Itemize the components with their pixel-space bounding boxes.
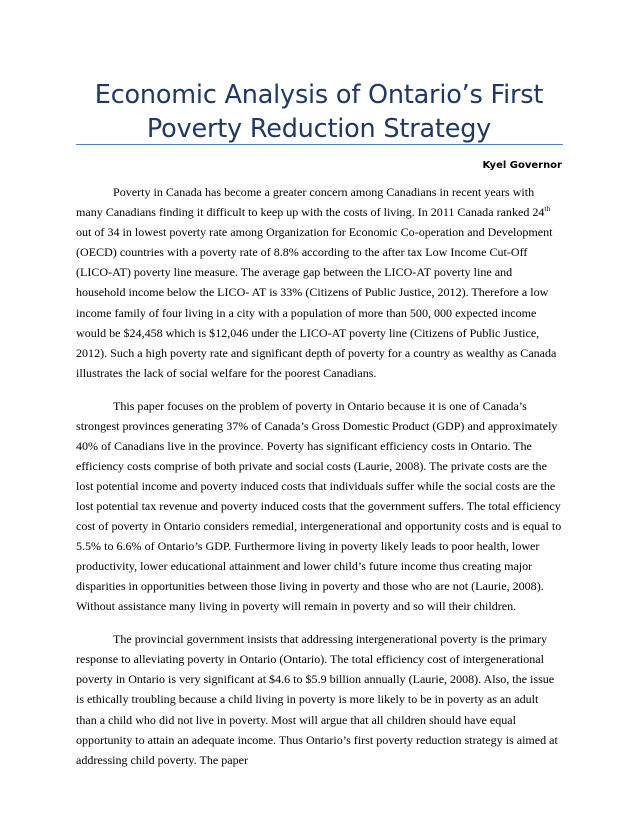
p3-line-4: troubling because a child living in poverty is more likely to be in poverty as an adult than a child who did xyxy=(76,692,539,727)
p1-line-8: LICO-AT poverty line (Citizens of Public Justice, 2012). Such a high poverty rate and significant depth xyxy=(76,325,540,360)
p2-line-7: considers remedial, intergenerational and opportunity costs and is equal to 5.5% to 6.6% of Ontario’s xyxy=(76,519,562,554)
p1-line-1: Poverty in Canada has become a greater concern among Canadians in recent years with many xyxy=(76,185,535,220)
title-underline xyxy=(76,144,563,145)
p2-line-8: GDP. Furthermore living in poverty likely leads to poor health, lower productivity, lower educational xyxy=(76,539,540,574)
p2-line-5: and poverty induced costs that individuals suffer while the social costs are the lost potential tax revenue xyxy=(76,478,556,513)
p1-line-10: Canadians. xyxy=(323,365,377,380)
p1-line-6: AT is 33% (Citizens of Public Justice, 2012). Therefore a low income family of four living in a city with xyxy=(76,285,549,320)
p2-line-2: provinces generating 37% of Canada’s Gross Domestic Product (GDP) and approximately 40% of xyxy=(76,418,558,453)
p1-line-2-end: out of 34 in xyxy=(76,225,132,240)
paragraph-1 xyxy=(76,182,562,383)
p1-line-5: measure. The average gap between the LICO-AT poverty line and household income below the LICO- xyxy=(76,265,513,300)
p3-line-3: in Ontario is very significant at $4.6 to $5.9 billion annually (Laurie, 2008). Also, the issue is ethically xyxy=(76,672,555,707)
document-title: Economic Analysis of Ontario’s First Poverty Reduction Strategy xyxy=(94,80,544,144)
p2-line-10: living in poverty and those who are not (Laurie, 2008). Without assistance many living in poverty will xyxy=(76,579,544,614)
p1-line-7: a population of more than 500, 000 expected income would be $24,458 which is $12,046 under the xyxy=(76,305,537,340)
p1-line-3: lowest poverty rate among Organization for Economic Co-operation and Development (OECD) countries xyxy=(76,225,553,260)
p3-line-6: income. Thus Ontario’s first poverty reduction strategy is aimed at addressing child poverty. The paper xyxy=(76,732,558,767)
p1-line-2: Canadians finding it difficult to keep up with the costs of living. In 2011 Canada ranked 24 xyxy=(105,205,545,220)
author-name: Kyel Governor xyxy=(482,160,562,171)
p2-line-4: comprise of both private and social costs (Laurie, 2008). The private costs are the lost potential income xyxy=(76,458,547,493)
p2-line-11: remain in poverty and so will their children. xyxy=(304,599,517,614)
p1-line-9: of poverty for a country as wealthy as Canada illustrates the lack of social welfare for the poorest xyxy=(76,345,557,380)
p3-line-1: The provincial government insists that addressing intergenerational poverty is the primary xyxy=(113,632,548,647)
p3-line-5: not live in poverty. Most will argue that all children should have equal opportunity to attain an adequate xyxy=(76,712,516,747)
p2-line-9: attainment and lower child’s future income thus creating major disparities in opportunities between those xyxy=(76,559,533,594)
paragraph-2 xyxy=(76,396,562,617)
p2-line-1: This paper focuses on the problem of poverty in Ontario because it is one of Canada’s strongest xyxy=(76,398,527,433)
p2-line-3: Canadians live in the province. Poverty has significant efficiency costs in Ontario. The efficiency costs xyxy=(76,438,532,473)
paragraph-3 xyxy=(76,629,562,770)
document-body xyxy=(76,182,562,782)
p1-line-4: with a poverty rate of 8.8% according to the after tax Low Income Cut-Off (LICO-AT) poverty line xyxy=(76,245,528,280)
ordinal-superscript: th xyxy=(544,204,551,214)
p2-line-6: and poverty induced costs that the government suffers. The total efficiency cost of poverty in Ontario xyxy=(76,499,561,534)
p3-line-2: response to alleviating poverty in Ontario (Ontario). The total efficiency cost of intergenerational poverty xyxy=(76,652,545,687)
